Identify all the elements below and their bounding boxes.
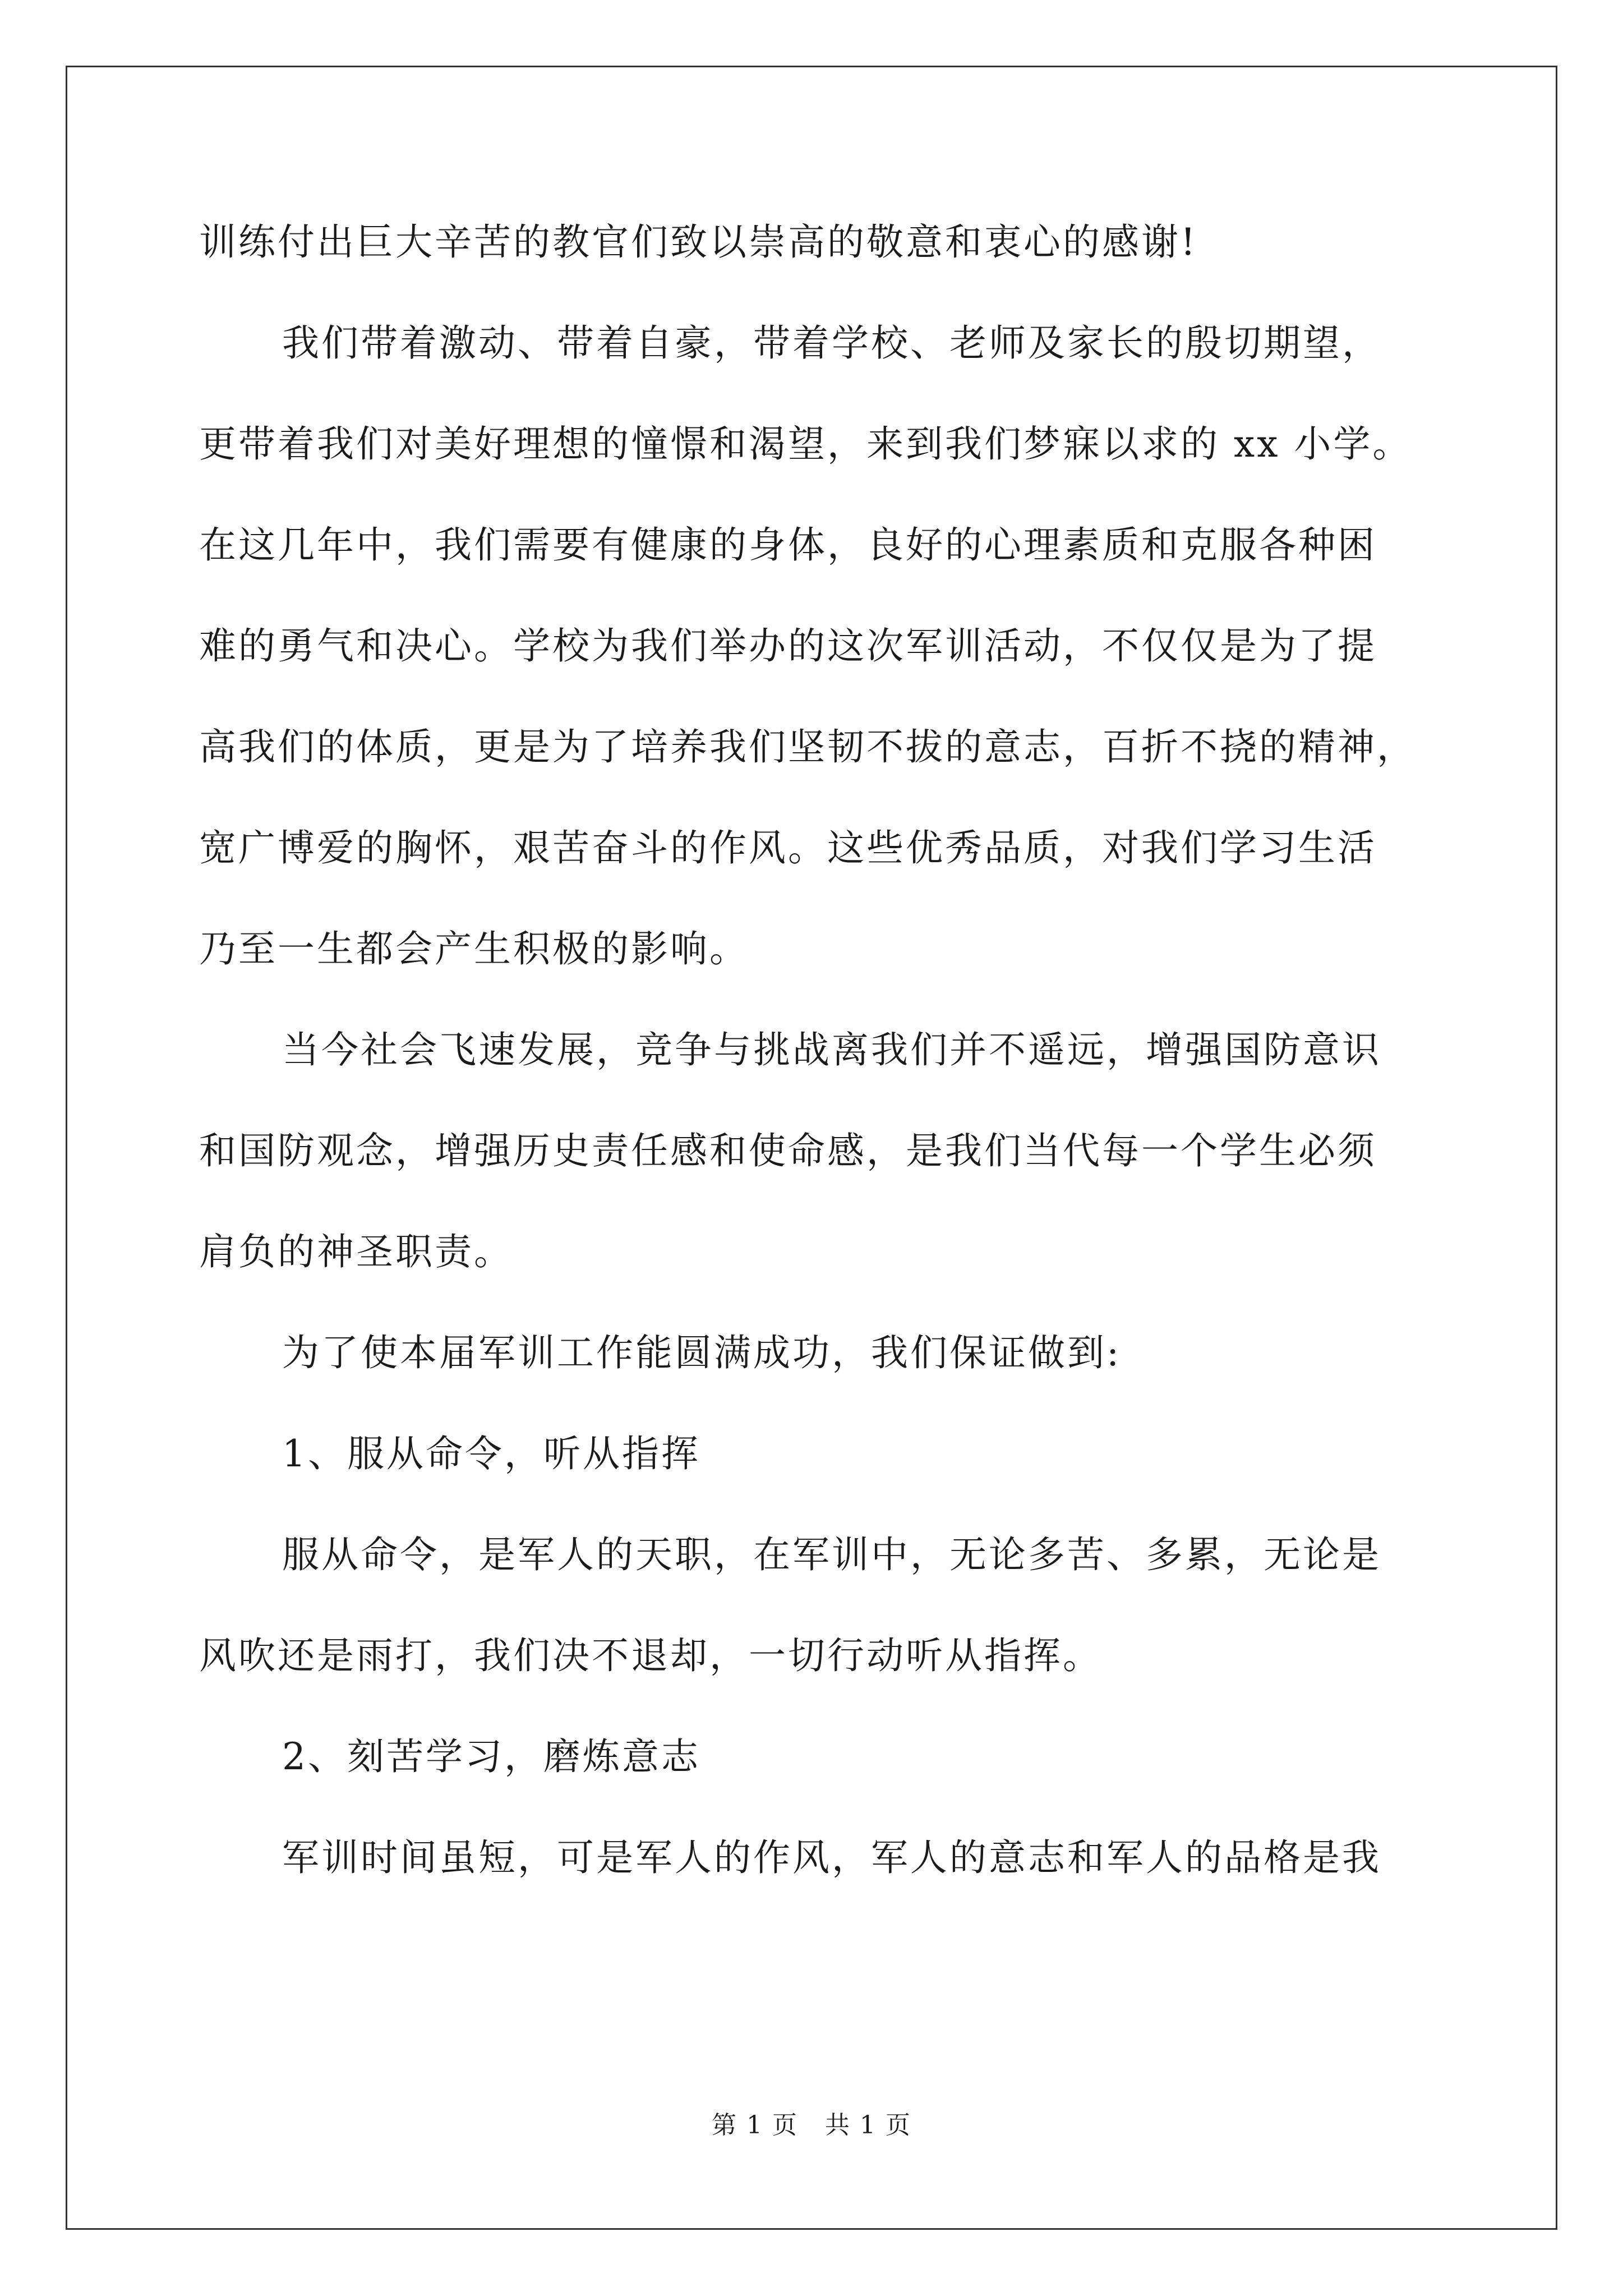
text-line: 服从命令，是军人的天职，在军训中，无论多苦、多累，无论是 [282,1533,1381,1576]
text-line: 我们带着激动、带着自豪，带着学校、老师及家长的殷切期望， [282,321,1381,365]
text-line: 当今社会飞速发展，竞争与挑战离我们并不遥远，增强国防意识 [282,1028,1381,1071]
section-heading: 2、刻苦学习，磨炼意志 [282,1735,700,1778]
section-heading: 1、服从命令，听从指挥 [282,1432,700,1475]
text-line: 难的勇气和决心。学校为我们举办的这次军训活动，不仅仅是为了提 [199,624,1377,668]
text-line: 军训时间虽短，可是军人的作风，军人的意志和军人的品格是我 [282,1836,1381,1879]
text-line: 在这几年中，我们需要有健康的身体，良好的心理素质和克服各种困 [199,523,1377,567]
text-line: 高我们的体质，更是为了培养我们坚韧不拔的意志，百折不挠的精神， [199,725,1416,769]
text-line: 为了使本届军训工作能圆满成功，我们保证做到: [282,1331,1122,1374]
text-line: 和国防观念，增强历史责任感和使命感，是我们当代每一个学生必须 [199,1129,1377,1172]
text-line: 风吹还是雨打，我们决不退却，一切行动听从指挥。 [199,1634,1102,1677]
document-body [199,209,1427,1925]
text-line: 肩负的神圣职责。 [199,1230,513,1273]
text-line: 乃至一生都会产生积极的影响。 [199,927,749,970]
page-number: 第 1 页 [712,2111,798,2139]
text-line: 宽广博爱的胸怀，艰苦奋斗的作风。这些优秀品质，对我们学习生活 [199,826,1377,869]
page-footer [0,2105,1623,2141]
text-line: 训练付出巨大辛苦的教官们致以崇高的敬意和衷心的感谢! [199,220,1198,264]
page-total: 共 1 页 [825,2111,911,2139]
text-line: 更带着我们对美好理想的憧憬和渴望，来到我们梦寐以求的 xx 小学。 [199,422,1412,466]
